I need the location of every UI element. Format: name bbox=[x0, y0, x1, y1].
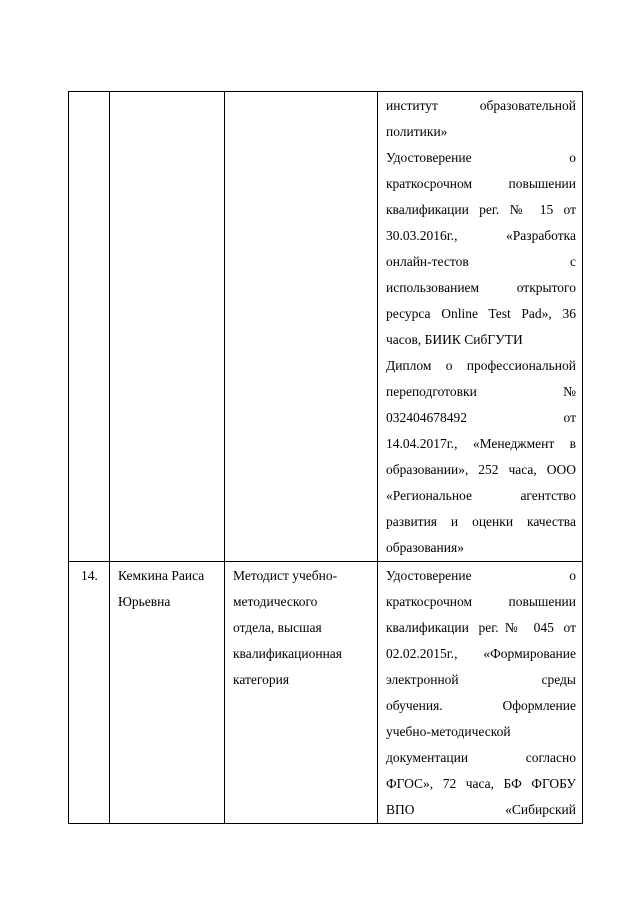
text-line: квалификации рег. № 15 от bbox=[386, 202, 576, 217]
text-line: 30.03.2016г., «Разработка bbox=[386, 228, 576, 243]
row-number: 14. bbox=[81, 568, 98, 583]
text-line: методического bbox=[233, 594, 318, 609]
table-row bbox=[69, 562, 583, 824]
text-line: Удостоверение о bbox=[386, 150, 576, 165]
text-line: обучения. Оформление bbox=[386, 698, 576, 713]
row-number bbox=[69, 92, 109, 93]
text-line: квалификационная bbox=[233, 646, 342, 661]
text-line: краткосрочном повышении bbox=[386, 594, 576, 609]
text-line: институт образовательной bbox=[386, 98, 576, 113]
text-line: учебно-методической bbox=[386, 724, 511, 739]
qualification-cell bbox=[378, 92, 583, 562]
position-cell bbox=[225, 92, 378, 562]
text-line: 14.04.2017г., «Менеджмент в bbox=[386, 436, 576, 451]
text-line: развития и оценки качества bbox=[386, 514, 576, 529]
text-line: Удостоверение о bbox=[386, 568, 576, 583]
table-row bbox=[69, 92, 583, 562]
text-line: Кемкина Раиса bbox=[118, 568, 205, 583]
staff-qualification-table bbox=[68, 91, 583, 824]
text-line: переподготовки № bbox=[386, 384, 576, 399]
number-cell bbox=[69, 562, 110, 824]
name-cell bbox=[110, 562, 225, 824]
text-line: отдела, высшая bbox=[233, 620, 322, 635]
text-line: электронной среды bbox=[386, 672, 576, 687]
text-line: часов, БИИК СибГУТИ bbox=[386, 332, 523, 347]
name-cell bbox=[110, 92, 225, 562]
text-line: категория bbox=[233, 672, 290, 687]
text-line: квалификации рег.№ 045 от bbox=[386, 620, 576, 635]
text-line: образовании», 252 часа, ООО bbox=[386, 462, 576, 477]
text-line: 032404678492 от bbox=[386, 410, 576, 425]
text-line: политики» bbox=[386, 124, 448, 139]
text-line: ФГОС», 72 часа, БФ ФГОБУ bbox=[386, 776, 576, 791]
text-line: Юрьевна bbox=[118, 594, 171, 609]
text-line: Методист учебно- bbox=[233, 568, 338, 583]
text-line: документации согласно bbox=[386, 750, 576, 765]
text-line: 02.02.2015г., «Формирование bbox=[386, 646, 576, 661]
text-line: Диплом о профессиональной bbox=[386, 358, 576, 373]
qualification-cell bbox=[378, 562, 583, 824]
text-line: «Региональное агентство bbox=[386, 488, 576, 503]
text-line: использованием открытого bbox=[386, 280, 576, 295]
text-line: образования» bbox=[386, 540, 464, 555]
text-line: краткосрочном повышении bbox=[386, 176, 576, 191]
position-cell bbox=[225, 562, 378, 824]
text-line: ВПО «Сибирский bbox=[386, 802, 576, 817]
number-cell bbox=[69, 92, 110, 562]
text-line: ресурса Online Test Pad», 36 bbox=[386, 306, 576, 321]
text-line: онлайн-тестов с bbox=[386, 254, 576, 269]
